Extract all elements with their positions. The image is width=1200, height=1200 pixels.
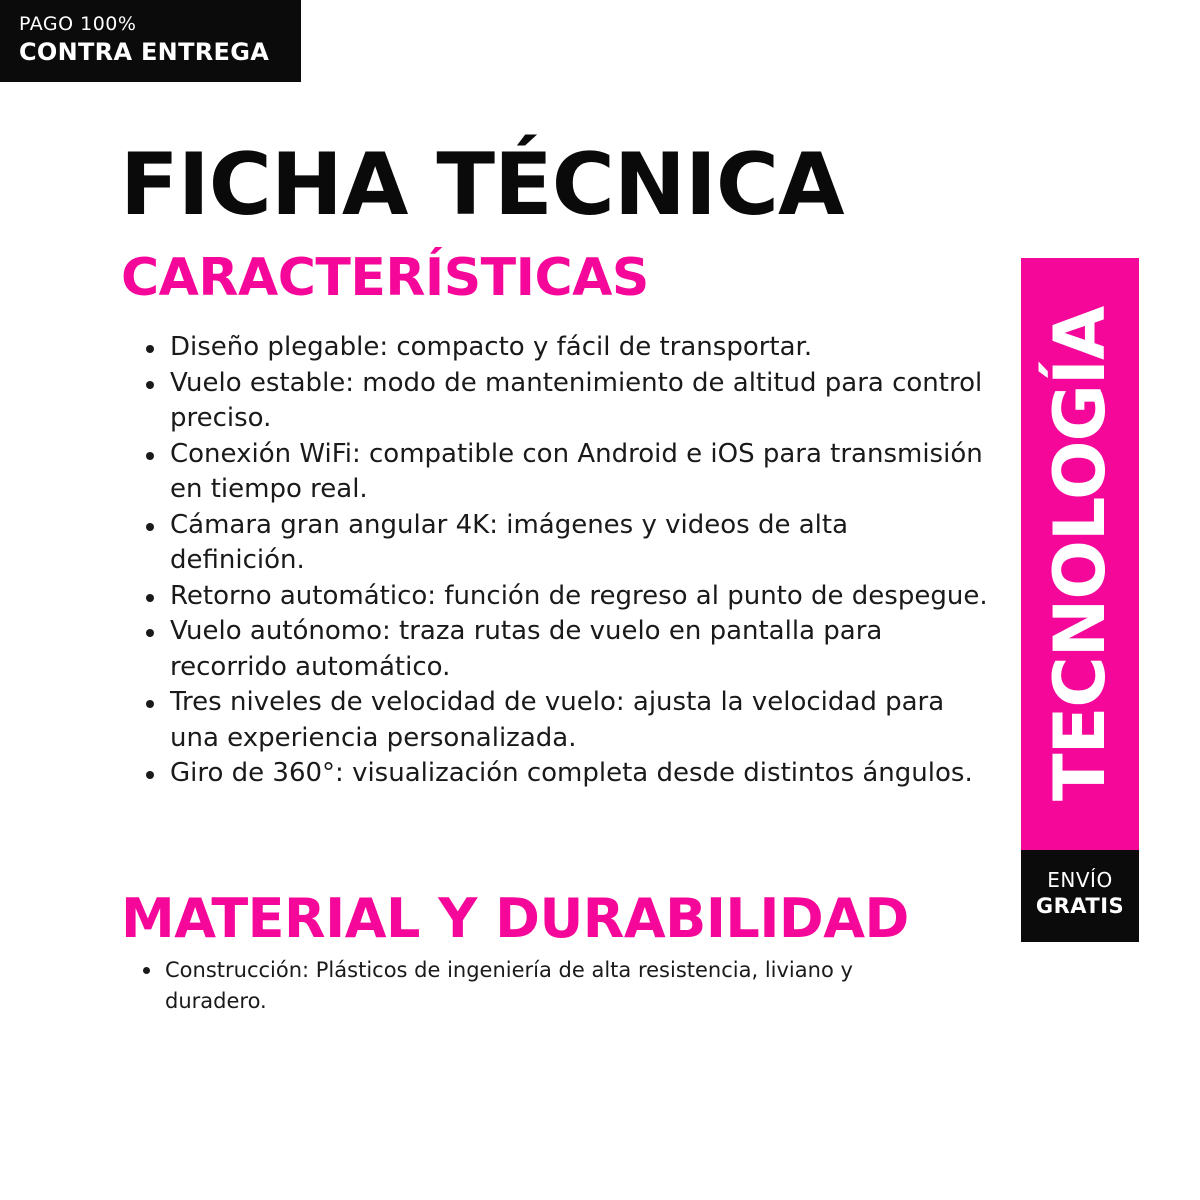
material-heading: MATERIAL Y DURABILIDAD — [121, 887, 909, 950]
feature-item: Cámara gran angular 4K: imágenes y videos de alta definición. — [140, 508, 990, 579]
payment-badge-line1: PAGO 100% — [19, 13, 137, 35]
technology-tag — [1021, 258, 1139, 850]
shipping-line1: ENVÍO — [1047, 868, 1113, 892]
feature-item: Conexión WiFi: compatible con Android e iOS para transmisión en tiempo real. — [140, 437, 990, 508]
payment-badge-line2: CONTRA ENTREGA — [19, 38, 270, 66]
free-shipping-badge — [1021, 850, 1139, 942]
features-list — [140, 330, 990, 792]
technology-tag-label: TECNOLOGÍA — [1039, 306, 1121, 802]
material-item: Construcción: Plásticos de ingeniería de alta resistencia, liviano y duradero. — [138, 955, 958, 1017]
material-list — [138, 955, 958, 1017]
feature-item: Vuelo estable: modo de mantenimiento de altitud para control preciso. — [140, 366, 990, 437]
page-title: FICHA TÉCNICA — [120, 135, 844, 235]
shipping-line2: GRATIS — [1035, 894, 1125, 918]
feature-item: Tres niveles de velocidad de vuelo: ajusta la velocidad para una experiencia personalizada. — [140, 685, 990, 756]
feature-item: Diseño plegable: compacto y fácil de transportar. — [140, 330, 990, 366]
features-heading: CARACTERÍSTICAS — [121, 248, 649, 308]
feature-item: Vuelo autónomo: traza rutas de vuelo en pantalla para recorrido automático. — [140, 614, 990, 685]
feature-item: Retorno automático: función de regreso al punto de despegue. — [140, 579, 990, 615]
payment-badge — [0, 0, 301, 82]
feature-item: Giro de 360°: visualización completa desde distintos ángulos. — [140, 756, 990, 792]
